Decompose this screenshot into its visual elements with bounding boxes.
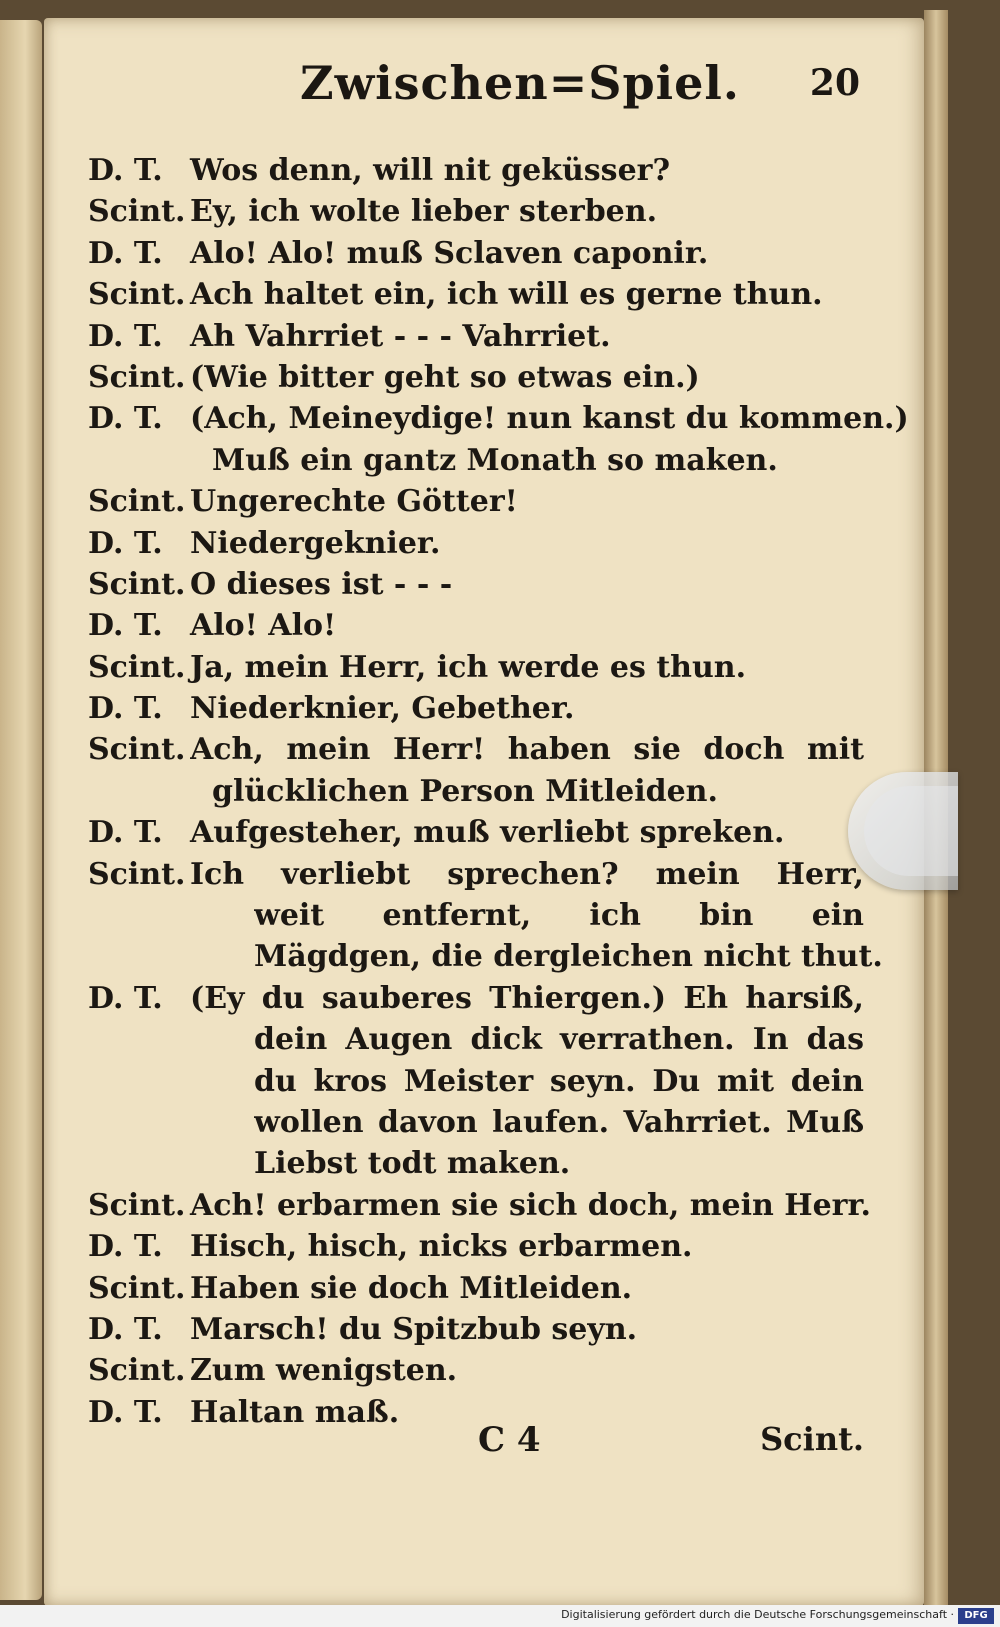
dialogue-line bbox=[88, 688, 864, 729]
dialogue-line bbox=[88, 274, 864, 315]
page-header bbox=[300, 48, 860, 128]
speaker-label: D. T. bbox=[88, 235, 163, 271]
speech-text: Haben sie doch Mitleiden. bbox=[190, 1270, 633, 1306]
speaker-label: D. T. bbox=[88, 1394, 163, 1430]
speech-text: Haltan maß. bbox=[190, 1394, 400, 1430]
speaker-label: Scint. bbox=[88, 566, 186, 602]
speech-text: (Ach, Meineydige! nun kanst du kommen.) bbox=[190, 401, 909, 437]
speech-text: Zum wenigsten. bbox=[190, 1353, 458, 1389]
dialogue-continuation-line bbox=[88, 440, 864, 481]
speaker-label: D. T. bbox=[88, 691, 163, 727]
speech-text: Ach haltet ein, ich will es gerne thun. bbox=[190, 277, 823, 313]
signature-mark: C 4 bbox=[478, 1420, 541, 1460]
speech-text: Ungerechte Götter! bbox=[190, 484, 518, 520]
dialogue-line bbox=[88, 647, 864, 688]
speaker-label: Scint. bbox=[88, 359, 186, 395]
page-footer bbox=[88, 1420, 864, 1480]
dialogue-line bbox=[88, 1185, 871, 1226]
speaker-label: D. T. bbox=[88, 815, 163, 851]
speech-text: Hisch, hisch, nicks erbarmen. bbox=[190, 1229, 693, 1265]
dialogue-line bbox=[88, 481, 864, 522]
speech-text: dein Augen dick verrathen. In das bbox=[254, 1022, 864, 1058]
dialogue-continuation-line bbox=[88, 1019, 864, 1060]
speaker-label: D. T. bbox=[88, 608, 163, 644]
dialogue-continuation-line bbox=[88, 895, 864, 936]
speaker-label: Scint. bbox=[88, 484, 186, 520]
speech-text: glücklichen Person Mitleiden. bbox=[212, 773, 718, 809]
dialogue-continuation-line bbox=[88, 771, 864, 812]
dialogue-line bbox=[88, 191, 864, 232]
speaker-label: Scint. bbox=[88, 1187, 186, 1223]
speech-text: Muß ein gantz Monath so maken. bbox=[212, 442, 778, 478]
page-clip bbox=[848, 772, 958, 890]
speaker-label: Scint. bbox=[88, 194, 186, 230]
speech-text: Liebst todt maken. bbox=[254, 1146, 571, 1182]
speech-text: Niederknier, Gebether. bbox=[190, 691, 575, 727]
dfg-logo-icon: DFG bbox=[958, 1608, 994, 1624]
dialogue-line bbox=[88, 605, 864, 646]
page-number: 20 bbox=[809, 62, 860, 104]
speaker-label: Scint. bbox=[88, 856, 186, 892]
speaker-label: Scint. bbox=[88, 277, 186, 313]
speech-text: wollen davon laufen. Vahrriet. Muß bbox=[254, 1104, 864, 1140]
speaker-label: D. T. bbox=[88, 401, 163, 437]
speaker-label: Scint. bbox=[88, 649, 186, 685]
speaker-label: D. T. bbox=[88, 1229, 163, 1265]
speaker-label: Scint. bbox=[88, 732, 186, 768]
speech-text: Wos denn, will nit geküsser? bbox=[190, 153, 671, 188]
speaker-label: Scint. bbox=[88, 1270, 186, 1306]
speech-text: (Ey du sauberes Thiergen.) Eh harsiß, bbox=[190, 980, 864, 1016]
dialogue-line bbox=[88, 1350, 864, 1391]
speaker-label: D. T. bbox=[88, 153, 163, 188]
speaker-label: D. T. bbox=[88, 318, 163, 354]
dialogue-line bbox=[88, 978, 864, 1019]
speech-text: Alo! Alo! muß Sclaven caponir. bbox=[190, 235, 709, 271]
speech-text: Ja, mein Herr, ich werde es thun. bbox=[190, 649, 747, 685]
speaker-label: Scint. bbox=[88, 1353, 186, 1389]
dialogue-line bbox=[88, 523, 864, 564]
dialogue-continuation-line bbox=[88, 936, 883, 977]
speech-text: Ach, mein Herr! haben sie doch mit bbox=[190, 732, 864, 768]
dialogue-continuation-line bbox=[88, 1061, 864, 1102]
dialogue-line bbox=[88, 854, 864, 895]
speech-text: Ach! erbarmen sie sich doch, mein Herr. bbox=[190, 1187, 871, 1223]
dialogue-line bbox=[88, 1268, 864, 1309]
speech-text: Alo! Alo! bbox=[190, 608, 337, 644]
speech-text: Marsch! du Spitzbub seyn. bbox=[190, 1311, 638, 1347]
speech-text: Ich verliebt sprechen? mein Herr, bbox=[190, 856, 864, 892]
speech-text: O dieses ist - - - bbox=[190, 566, 453, 602]
page-clip-highlight bbox=[864, 786, 958, 876]
dialogue-line bbox=[88, 150, 864, 191]
speaker-label: D. T. bbox=[88, 980, 163, 1016]
catchword: Scint. bbox=[760, 1420, 864, 1458]
speaker-label: D. T. bbox=[88, 1311, 163, 1347]
dialogue-line bbox=[88, 316, 864, 357]
dialogue-line bbox=[88, 233, 864, 274]
speech-text: (Wie bitter geht so etwas ein.) bbox=[190, 359, 700, 395]
speech-text: du kros Meister seyn. Du mit dein bbox=[254, 1063, 864, 1099]
funding-credit: Digitalisierung gefördert durch die Deutsche Forschungsgemeinschaft · bbox=[561, 1608, 954, 1621]
dialogue-continuation-line bbox=[88, 1143, 864, 1184]
dialogue-line bbox=[88, 357, 864, 398]
speaker-label: D. T. bbox=[88, 525, 163, 561]
dialogue-line bbox=[88, 729, 864, 770]
speech-text: Ey, ich wolte lieber sterben. bbox=[190, 194, 658, 230]
speech-text: Aufgesteher, muß verliebt spreken. bbox=[190, 815, 785, 851]
speech-text: Ah Vahrriet - - - Vahrriet. bbox=[190, 318, 611, 354]
dialogue-continuation-line bbox=[88, 1102, 864, 1143]
credit-bar bbox=[0, 1605, 1000, 1627]
speech-text: weit entfernt, ich bin ein bbox=[254, 898, 864, 934]
dialogue-text bbox=[88, 150, 909, 1433]
dialogue-line bbox=[88, 812, 864, 853]
dialogue-line bbox=[88, 398, 909, 439]
dialogue-line bbox=[88, 1226, 864, 1267]
previous-page-edge bbox=[0, 20, 42, 1600]
speech-text: Niedergeknier. bbox=[190, 525, 441, 561]
speech-text: Mägdgen, die dergleichen nicht thut. bbox=[254, 939, 883, 975]
dialogue-line bbox=[88, 1309, 864, 1350]
running-title: Zwischen=Spiel. bbox=[300, 56, 740, 110]
dialogue-line bbox=[88, 564, 864, 605]
